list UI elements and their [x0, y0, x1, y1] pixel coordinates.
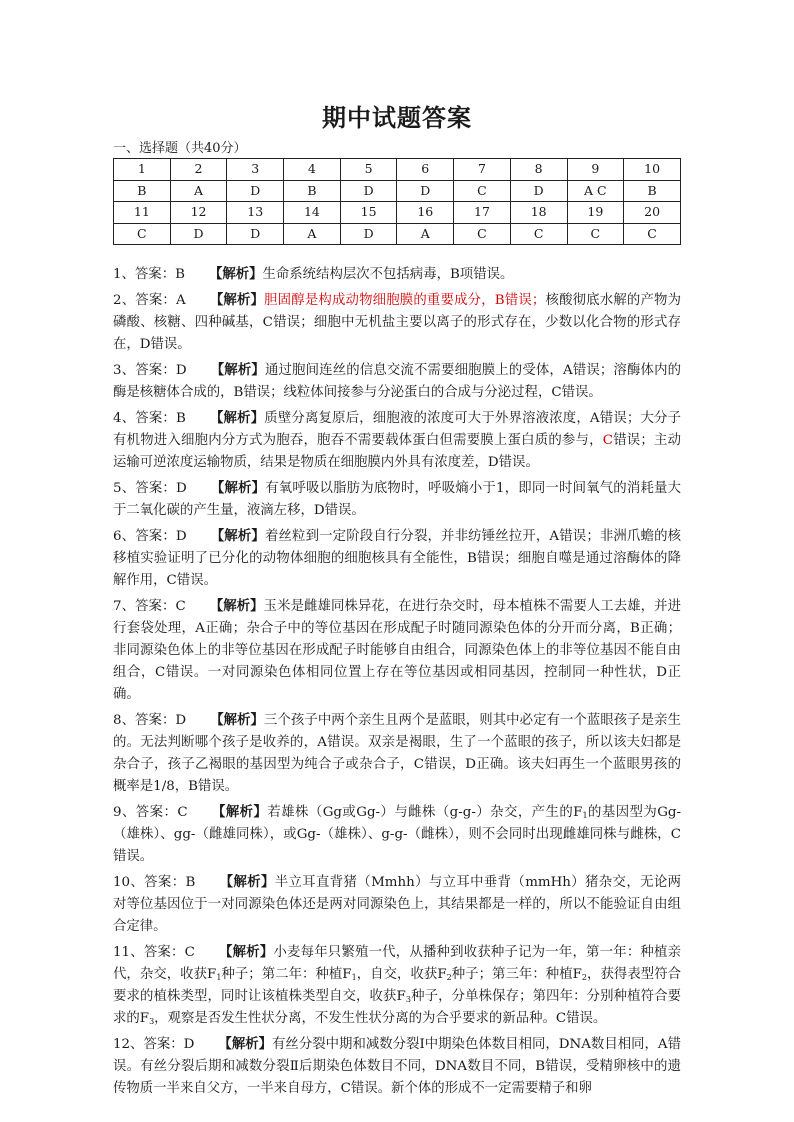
section-label: 一、选择题（共40分） [113, 141, 247, 156]
answer-cell: B [284, 180, 341, 202]
question-number-cell: 12 [170, 202, 227, 224]
answer-cell: D [340, 223, 397, 245]
page-title: 期中试题答案 [322, 104, 472, 132]
answer-cell: A [284, 223, 341, 245]
answer-cell: D [340, 180, 397, 202]
question-number-cell: 17 [454, 202, 511, 224]
question-number-row [114, 159, 681, 181]
explanation-item: 1、答案：B 【解析】生命系统结构层次不包括病毒，B项错误。 [113, 266, 514, 282]
question-number-cell: 7 [454, 159, 511, 181]
answer-cell: D [227, 223, 284, 245]
answer-cell: C [624, 223, 681, 245]
answer-row [114, 223, 681, 245]
answer-cell: D [227, 180, 284, 202]
question-number-cell: 9 [567, 159, 624, 181]
answer-cell: C [510, 223, 567, 245]
question-number-cell: 11 [114, 202, 171, 224]
explanation-item: 4、答案：B 【解析】质壁分离复原后，细胞液的浓度可大于外界溶液浓度，A错误；大分子有机物进入细胞内分方式为胞吞，胞吞不需要载体蛋白但需要膜上蛋白质的参与，C错误；主动运输可逆浓度运输物质，结果是物质在细胞膜内外具有浓度差，D错误。 [113, 410, 682, 470]
answer-table [113, 158, 681, 245]
question-number-cell: 5 [340, 159, 397, 181]
answer-cell: B [114, 180, 171, 202]
question-number-cell: 1 [114, 159, 171, 181]
answer-cell: B [624, 180, 681, 202]
question-number-cell: 14 [284, 202, 341, 224]
answer-cell: C [454, 223, 511, 245]
answer-cell: D [510, 180, 567, 202]
explanation-item: 10、答案：B 【解析】半立耳直背猪（Mmhh）与立耳中垂背（mmHh）猪杂交，无论两对等位基因位于一对同源染色体还是两对同源染色上，其结果都是一样的，所以不能验证自由组合定律。 [113, 874, 681, 934]
question-number-cell: 6 [397, 159, 454, 181]
explanations [113, 263, 681, 1103]
question-number-cell: 8 [510, 159, 567, 181]
answer-cell: D [397, 180, 454, 202]
answer-cell: D [170, 223, 227, 245]
explanation-item: 3、答案：D 【解析】通过胞间连丝的信息交流不需要细胞膜上的受体，A错误；溶酶体内的酶是核糖体合成的，B错误；线粒体间接参与分泌蛋白的合成与分泌过程，C错误。 [113, 362, 682, 400]
question-number-cell: 10 [624, 159, 681, 181]
question-number-cell: 15 [340, 202, 397, 224]
answer-cell: A [170, 180, 227, 202]
question-number-row [114, 202, 681, 224]
question-number-cell: 2 [170, 159, 227, 181]
explanation-item: 7、答案：C 【解析】玉米是雌雄同株异花，在进行杂交时，母本植株不需要人工去雄，并进行套袋处理，A正确；杂合子中的等位基因在形成配子时随同源染色体的分开而分离，B正确；非同源染色体上的非等位基因在形成配子时能够自由组合，同源染色体上的非等位基因不能自由组合，C错误。一对同源染色体相同位置上存在等位基因或相同基因，控制同一种性状，D正确。 [113, 598, 681, 702]
answer-cell: C [454, 180, 511, 202]
question-number-cell: 20 [624, 202, 681, 224]
explanation-item: 9、答案：C 【解析】若雄株（Gg或Gg-）与雌株（g-g-）杂交，产生的$F_1$的基因型为Gg-（雄株）、gg-（雌雄同株），或Gg-（雄株）、g-g-（雌株），则不会同时出现雌雄同株与雌株，C错误。 [113, 804, 682, 864]
answer-cell: C [114, 223, 171, 245]
question-number-cell: 13 [227, 202, 284, 224]
question-number-cell: 4 [284, 159, 341, 181]
question-number-cell: 16 [397, 202, 454, 224]
answer-cell: A [397, 223, 454, 245]
answer-cell: A C [567, 180, 624, 202]
explanation-item: 12、答案：D 【解析】有丝分裂中期和减数分裂Ⅰ中期染色体数目相同，DNA数目相同，A错误。有丝分裂后期和减数分裂Ⅱ后期染色体数目不同，DNA数目不同，B错误，受精卵核中的遗传物质一半来自父方，一半来自母方，C错误。新个体的形成不一定需要精子和卵 [113, 1036, 681, 1096]
answer-row [114, 180, 681, 202]
explanation-item: 11、答案：C 【解析】小麦每年只繁殖一代，从播种到收获种子记为一年，第一年：种植亲代，杂交，收获$F_1$种子；第二年：种植$F_1$，自交，收获$F_2$种子；第三年：种植$F_2$，获得表型符合要求的植株类型，同时让该植株类型自交，收获$F_3$种子，分单株保存；第四年：分别种植符合要求的$F_3$，观察是否发生性状分离，不发生性状分离的为合乎要求的新品种。C错误。 [113, 944, 682, 1026]
explanation-item: 6、答案：D 【解析】着丝粒到一定阶段自行分裂，并非纺锤丝拉开，A错误；非洲爪蟾的核移植实验证明了已分化的动物体细胞的细胞核具有全能性，B错误；细胞自噬是通过溶酶体的降解作用，C错误。 [113, 528, 682, 588]
explanation-item: 2、答案：A 【解析】胆固醇是构成动物细胞膜的重要成分，B错误；核酸彻底水解的产物为磷酸、核糖、四种碱基，C错误；细胞中无机盐主要以离子的形式存在，少数以化合物的形式存在，D错误。 [113, 292, 682, 352]
question-number-cell: 3 [227, 159, 284, 181]
explanation-item: 8、答案：D 【解析】三个孩子中两个亲生且两个是蓝眼，则其中必定有一个蓝眼孩子是亲生的。无法判断哪个孩子是收养的，A错误。双亲是褐眼，生了一个蓝眼的孩子，所以该夫妇都是杂合子，孩子乙褐眼的基因型为纯合子或杂合子，C错误，D正确。该夫妇再生一个蓝眼男孩的概率是1/8，B错误。 [113, 712, 681, 794]
question-number-cell: 18 [510, 202, 567, 224]
question-number-cell: 19 [567, 202, 624, 224]
explanation-item: 5、答案：D 【解析】有氧呼吸以脂肪为底物时，呼吸熵小于1，即同一时间氧气的消耗量大于二氧化碳的产生量，液滴左移，D错误。 [113, 480, 681, 518]
answer-cell: C [567, 223, 624, 245]
